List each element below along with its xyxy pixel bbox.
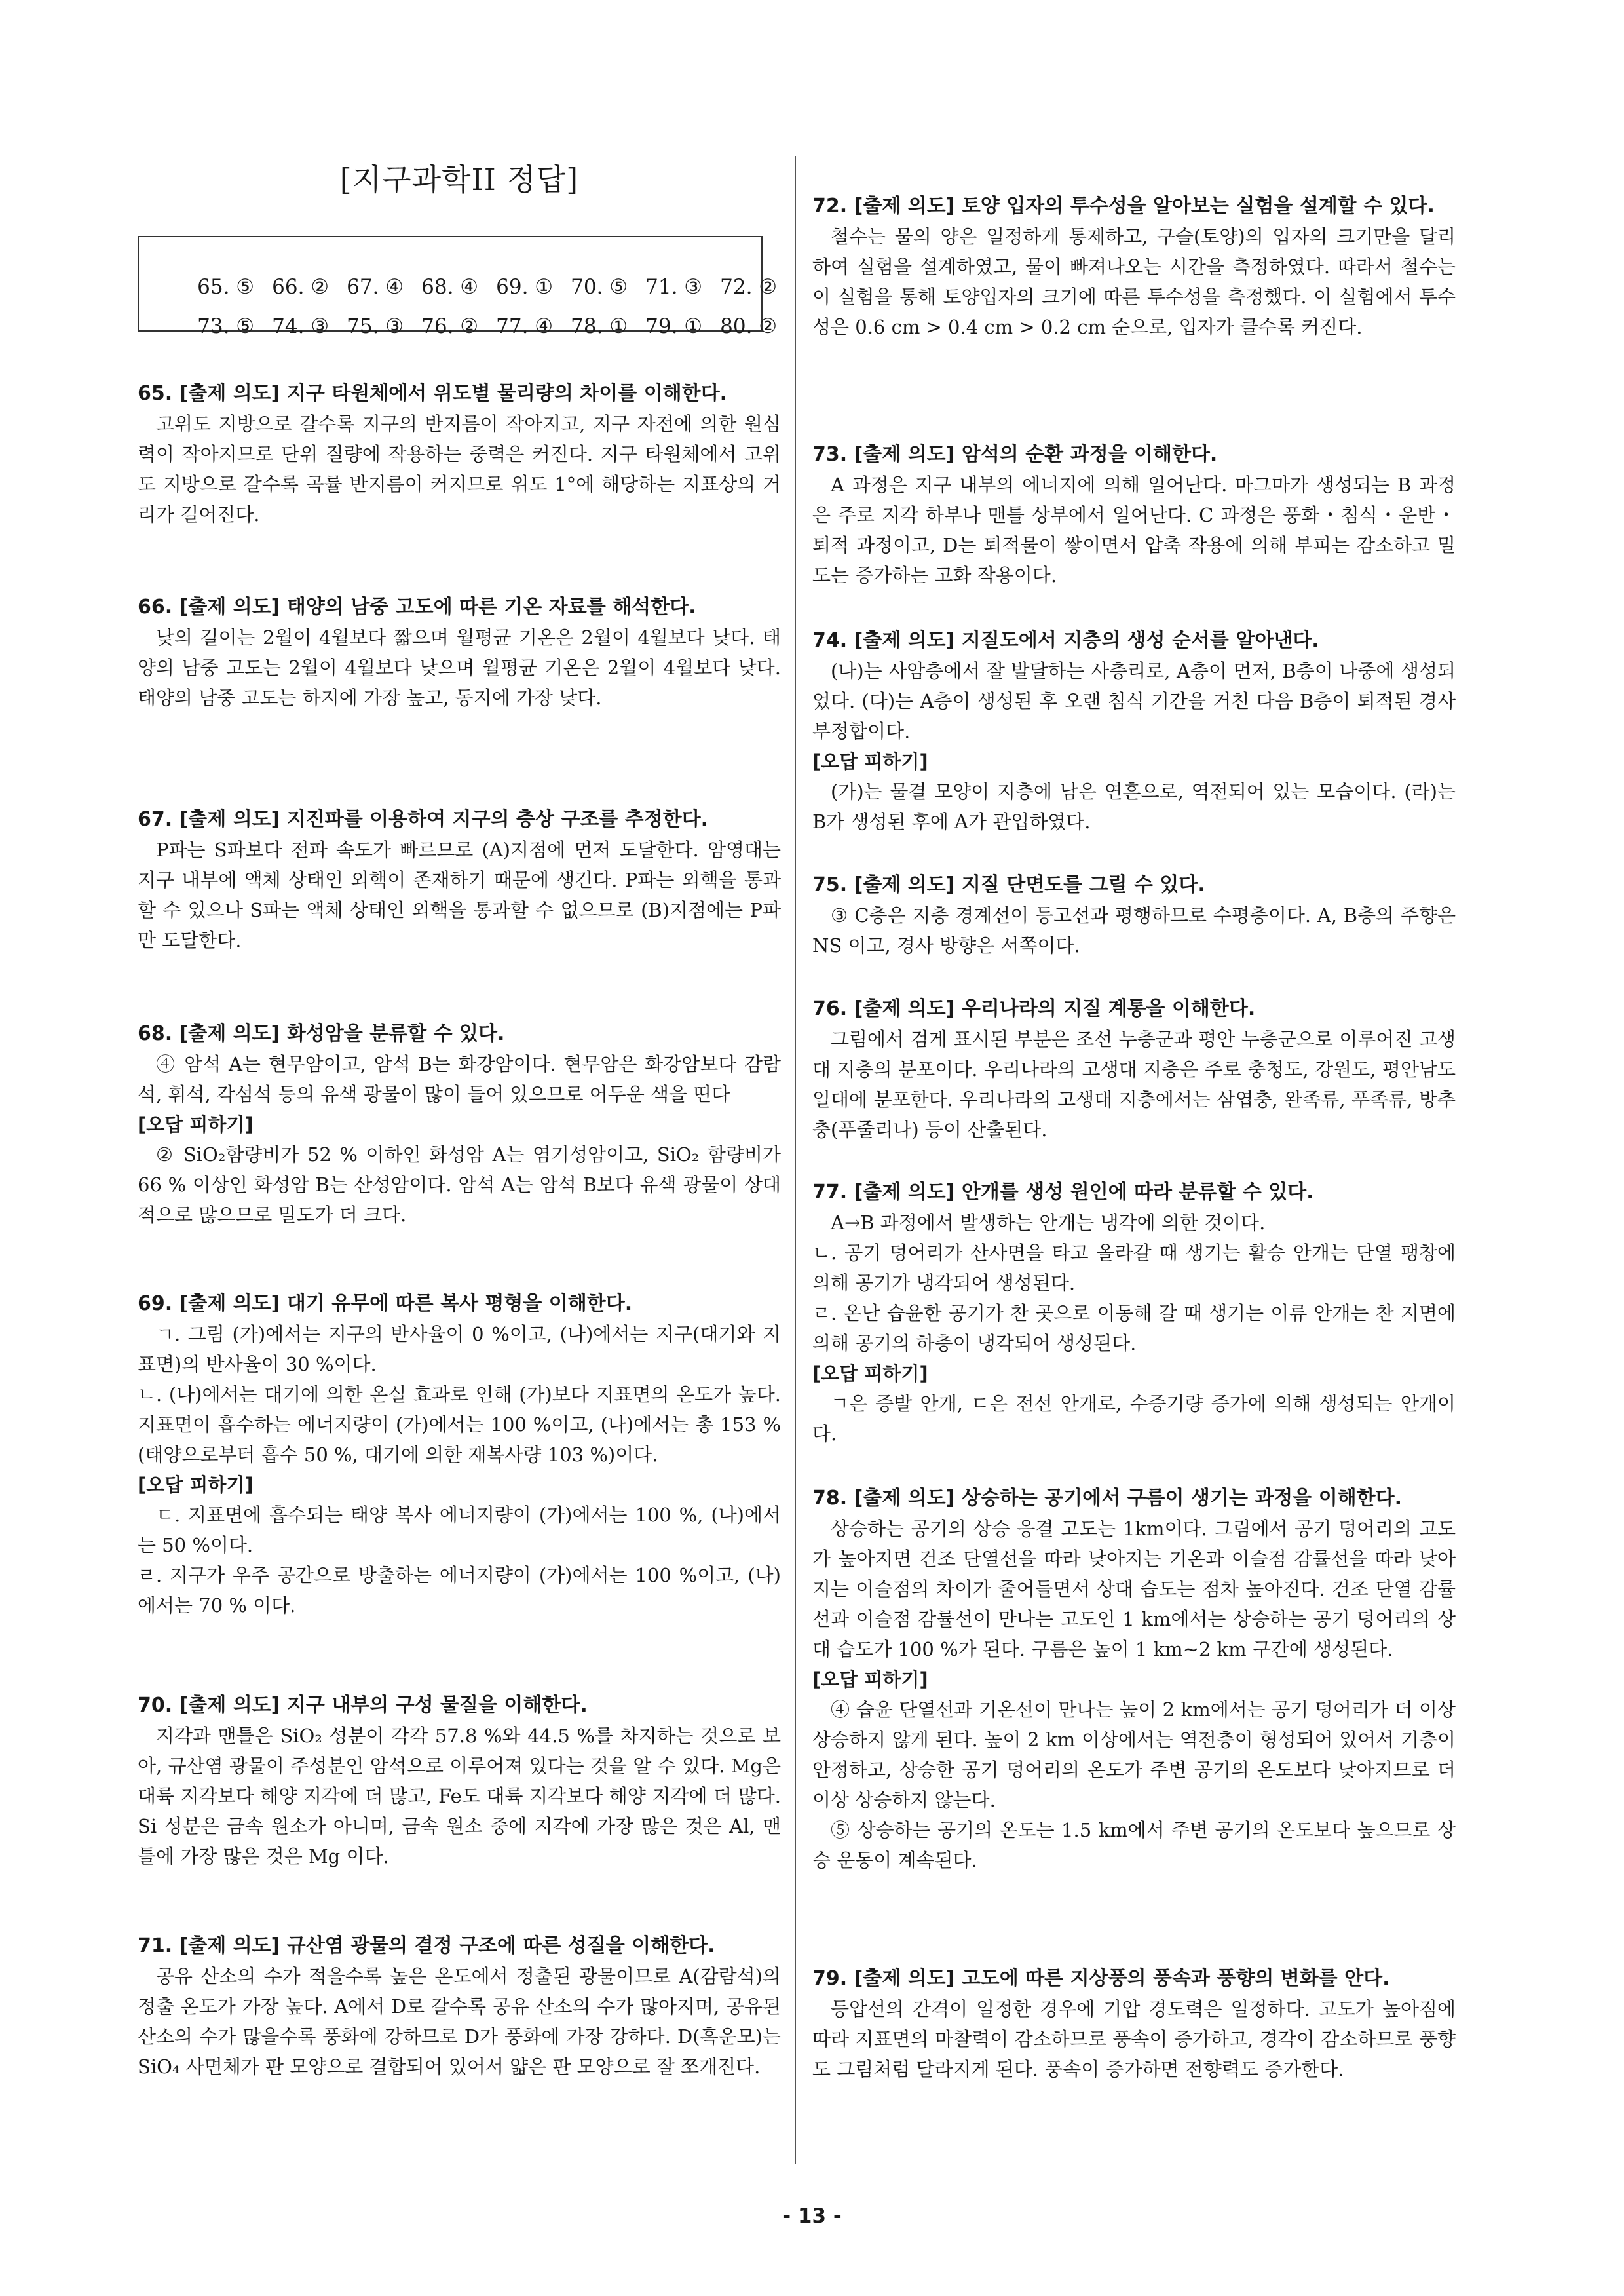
section-text: (가)는 물결 모양이 지층에 남은 연흔으로, 역전되어 있는 모습이다. (라)는 B가 생성된 후에 A가 관입하였다.: [812, 780, 1456, 833]
section-text: 낮의 길이는 2월이 4월보다 짧으며 월평균 기온은 2월이 4월보다 낮다. 태양의 남중 고도는 2월이 4월보다 낮으며 월평균 기온은 2월이 4월보다 낮다. 태양의 남중 고도는 하지에 가장 높고, 동지에 가장 낮다.: [138, 626, 781, 709]
answer-item: 65. ⑤: [197, 275, 255, 299]
answer-item: 70. ⑤: [571, 275, 628, 299]
answer-item: 69. ①: [496, 275, 554, 299]
wrong-answer-tag: [오답 피하기]: [138, 1113, 254, 1136]
section-text: 상승하는 공기의 상승 응결 고도는 1km이다. 그림에서 공기 덩어리의 고도가 높아지면 건조 단열선을 따라 낮아지는 기온과 이슬점 감률선을 따라 낮아지는 이슬점의 차이가 줄어들면서 상대 습도는 점차 높아진다. 건조 단열 감률선과 이슬점 감률선이 만나는 고도인 1 km에서는 상승하는 공기 덩어리의 상대 습도가 100 %가 된다. 구름은 높이 1 km∼2 km 구간에 생성된다.: [812, 1518, 1456, 1660]
section-text: 그림에서 검게 표시된 부분은 조선 누층군과 평안 누층군으로 이루어진 고생대 지층의 분포이다. 우리나라의 고생대 지층은 주로 충청도, 강원도, 평안남도 일대에 분포한다. 우리나라의 고생대 지층에서는 삼엽충, 완족류, 푸족류, 방추충(푸줄리나) 등이 산출된다.: [812, 1028, 1456, 1141]
section-text: 등압선의 간격이 일정한 경우에 기압 경도력은 일정하다. 고도가 높아짐에 따라 지표면의 마찰력이 감소하므로 풍속이 증가하고, 경각이 감소하므로 풍향도 그림처럼 달라지게 된다. 풍속이 증가하면 전향력도 증가한다.: [812, 1998, 1456, 2080]
answer-item: 79. ①: [645, 315, 703, 338]
section-heading: 66. [출제 의도] 태양의 남중 고도에 따른 기온 자료를 해석한다.: [138, 596, 696, 619]
section-q73: [812, 440, 1456, 590]
section-text: ② SiO₂함량비가 52 % 이하인 화성암 A는 염기성암이고, SiO₂ 함량비가 66 % 이상인 화성암 B는 산성암이다. 암석 A는 암석 B보다 유색 광물이 상대적으로 많으므로 밀도가 더 크다.: [138, 1143, 781, 1226]
answer-item: 74. ③: [272, 315, 330, 338]
section-heading: 75. [출제 의도] 지질 단면도를 그릴 수 있다.: [812, 873, 1205, 896]
page-number: - 13 -: [782, 2204, 842, 2228]
section-q66: [138, 592, 781, 713]
answer-item: 72. ②: [720, 275, 778, 299]
section-text: ㄷ. 지표면에 흡수되는 태양 복사 에너지량이 (가)에서는 100 %, (나)에서는 50 %이다.: [138, 1504, 781, 1556]
section-text: P파는 S파보다 전파 속도가 빠르므로 (A)지점에 먼저 도달한다. 암영대는 지구 내부에 액체 상태인 외핵이 존재하기 때문에 생긴다. P파는 외핵을 통과할 수 있으나 S파는 액체 상태인 외핵을 통과할 수 없으므로 (B)지점에는 P파만 도달한다.: [138, 839, 781, 951]
answer-item: 71. ③: [645, 275, 703, 299]
section-text: 지각과 맨틀은 SiO₂ 성분이 각각 57.8 %와 44.5 %를 차지하는 것으로 보아, 규산염 광물이 주성분인 암석으로 이루어져 있다는 것을 알 수 있다. Mg은 대륙 지각보다 해양 지각에 더 많고, Fe도 대륙 지각보다 해양 지각에 더 많다. Si 성분은 금속 원소가 아니며, 금속 원소 중에 지각에 가장 많은 것은 Al, 맨틀에 가장 많은 것은 Mg 이다.: [138, 1725, 781, 1867]
section-text: ④ 암석 A는 현무암이고, 암석 B는 화강암이다. 현무암은 화강암보다 감람석, 휘석, 각섬석 등의 유색 광물이 많이 들어 있으므로 어두운 색을 띤다: [138, 1053, 781, 1105]
wrong-answer-tag: [오답 피하기]: [138, 1474, 254, 1496]
section-text: 고위도 지방으로 갈수록 지구의 반지름이 작아지고, 지구 자전에 의한 원심력이 작아지므로 단위 질량에 작용하는 중력은 커진다. 지구 타원체에서 고위도 지방으로 갈수록 곡률 반지름이 커지므로 위도 1°에 해당하는 지표상의 거리가 길어진다.: [138, 413, 781, 526]
wrong-answer-tag: [오답 피하기]: [812, 1362, 928, 1385]
column-divider: [795, 156, 796, 2164]
answer-item: 78. ①: [571, 315, 628, 338]
section-heading: 74. [출제 의도] 지질도에서 지층의 생성 순서를 알아낸다.: [812, 629, 1319, 652]
section-q76: [812, 994, 1456, 1145]
section-heading: 77. [출제 의도] 안개를 생성 원인에 따라 분류할 수 있다.: [812, 1181, 1314, 1204]
section-text: A→B 과정에서 발생하는 안개는 냉각에 의한 것이다.: [831, 1212, 1266, 1234]
answer-item: 73. ⑤: [197, 315, 255, 338]
answer-key-box: [138, 236, 778, 338]
wrong-answer-tag: [오답 피하기]: [812, 750, 928, 773]
section-heading: 71. [출제 의도] 규산염 광물의 결정 구조에 따른 성질을 이해한다.: [138, 1934, 715, 1957]
section-text: ㄴ. 공기 덩어리가 산사면을 타고 올라갈 때 생기는 활승 안개는 단열 팽창에 의해 공기가 냉각되어 생성된다.: [812, 1242, 1456, 1294]
section-heading: 70. [출제 의도] 지구 내부의 구성 물질을 이해한다.: [138, 1694, 588, 1717]
answer-item: 68. ④: [421, 275, 479, 299]
section-text: 공유 산소의 수가 적을수록 높은 온도에서 정출된 광물이므로 A(감람석)의 정출 온도가 가장 높다. A에서 D로 갈수록 공유 산소의 수가 많아지며, 공유된 산소의 수가 많을수록 풍화에 강하므로 D가 풍화에 가장 강하다. D(흑운모)는 SiO₄ 사면체가 판 모양으로 결합되어 있어서 얇은 판 모양으로 잘 쪼개진다.: [138, 1965, 781, 2078]
section-q69: [138, 1289, 781, 1620]
section-text: ㄱ은 증발 안개, ㄷ은 전선 안개로, 수증기량 증가에 의해 생성되는 안개이다.: [812, 1392, 1456, 1445]
section-q79: [812, 1964, 1456, 2084]
section-text: (나)는 사암층에서 잘 발달하는 사층리로, A층이 먼저, B층이 나중에 생성되었다. (다)는 A층이 생성된 후 오랜 침식 기간을 거친 다음 B층이 퇴적된 경사 부정합이다.: [812, 660, 1456, 742]
section-text: 철수는 물의 양은 일정하게 통제하고, 구슬(토양)의 입자의 크기만을 달리 하여 실험을 설계하였고, 물이 빠져나오는 시간을 측정하였다. 따라서 철수는 이 실험을 통해 토양입자의 크기에 따른 투수성을 측정했다. 이 실험에서 투수성은 0.6 cm > 0.4 cm > 0.2 cm 순으로, 입자가 클수록 커진다.: [812, 225, 1456, 338]
section-q67: [138, 805, 781, 955]
section-q74: [812, 626, 1456, 837]
section-q68: [138, 1019, 781, 1230]
section-heading: 65. [출제 의도] 지구 타원체에서 위도별 물리량의 차이를 이해한다.: [138, 382, 728, 405]
section-heading: 67. [출제 의도] 지진파를 이용하여 지구의 층상 구조를 추정한다.: [138, 808, 709, 831]
answer-item: 76. ②: [421, 315, 479, 338]
section-heading: 68. [출제 의도] 화성암을 분류할 수 있다.: [138, 1022, 505, 1045]
page-title: [지구과학II 정답]: [339, 162, 579, 197]
section-text: ③ C층은 지층 경계선이 등고선과 평행하므로 수평층이다. A, B층의 주향은 NS 이고, 경사 방향은 서쪽이다.: [812, 904, 1456, 957]
answer-item: 75. ③: [347, 315, 404, 338]
section-text: ㄱ. 그림 (가)에서는 지구의 반사율이 0 %이고, (나)에서는 지구(대기와 지표면)의 반사율이 30 %이다.: [138, 1323, 781, 1375]
section-heading: 78. [출제 의도] 상승하는 공기에서 구름이 생기는 과정을 이해한다.: [812, 1487, 1403, 1510]
section-q75: [812, 870, 1456, 961]
section-q71: [138, 1931, 781, 2082]
section-q70: [138, 1691, 781, 1871]
section-q72: [812, 191, 1456, 342]
section-heading: 69. [출제 의도] 대기 유무에 따른 복사 평형을 이해한다.: [138, 1292, 633, 1315]
section-heading: 72. [출제 의도] 토양 입자의 투수성을 알아보는 실험을 설계할 수 있다.: [812, 195, 1435, 218]
section-text: ㄹ. 온난 습윤한 공기가 찬 곳으로 이동해 갈 때 생기는 이류 안개는 찬 지면에 의해 공기의 하층이 냉각되어 생성된다.: [812, 1302, 1456, 1354]
section-text: ㄹ. 지구가 우주 공간으로 방출하는 에너지량이 (가)에서는 100 %이고, (나)에서는 70 % 이다.: [138, 1564, 781, 1617]
wrong-answer-tag: [오답 피하기]: [812, 1668, 928, 1691]
section-q78: [812, 1483, 1456, 1875]
section-heading: 73. [출제 의도] 암석의 순환 과정을 이해한다.: [812, 443, 1218, 466]
section-heading: 76. [출제 의도] 우리나라의 지질 계통을 이해한다.: [812, 997, 1256, 1020]
answer-item: 77. ④: [496, 315, 554, 338]
section-q77: [812, 1177, 1456, 1449]
answer-item: 80. ②: [720, 315, 778, 338]
section-text: A 과정은 지구 내부의 에너지에 의해 일어난다. 마그마가 생성되는 B 과정은 주로 지각 하부나 맨틀 상부에서 일어난다. C 과정은 풍화・침식・운반・퇴적 과정이고, D는 퇴적물이 쌓이면서 압축 작용에 의해 부피는 감소하고 밀도는 증가하는 고화 작용이다.: [812, 474, 1456, 586]
answer-row-2: [159, 291, 785, 362]
section-q65: [138, 379, 781, 529]
section-heading: 79. [출제 의도] 고도에 따른 지상풍의 풍속과 풍향의 변화를 안다.: [812, 1967, 1390, 1990]
answer-item: 66. ②: [272, 275, 330, 299]
answer-item: 67. ④: [347, 275, 404, 299]
section-text: ⑤ 상승하는 공기의 온도는 1.5 km에서 주변 공기의 온도보다 높으므로 상승 운동이 계속된다.: [812, 1819, 1456, 1871]
section-text: ㄴ. (나)에서는 대기에 의한 온실 효과로 인해 (가)보다 지표면의 온도가 높다. 지표면이 흡수하는 에너지량이 (가)에서는 100 %이고, (나)에서는 총 153 % (태양으로부터 흡수 50 %, 대기에 의한 재복사량 103 %)이다.: [138, 1383, 781, 1466]
section-text: ④ 습윤 단열선과 기온선이 만나는 높이 2 km에서는 공기 덩어리가 더 이상 상승하지 않게 된다. 높이 2 km 이상에서는 역전층이 형성되어 있어서 기층이 안정하고, 상승한 공기 덩어리의 온도가 주변 공기의 온도보다 낮아지므로 더 이상 상승하지 않는다.: [812, 1698, 1456, 1811]
